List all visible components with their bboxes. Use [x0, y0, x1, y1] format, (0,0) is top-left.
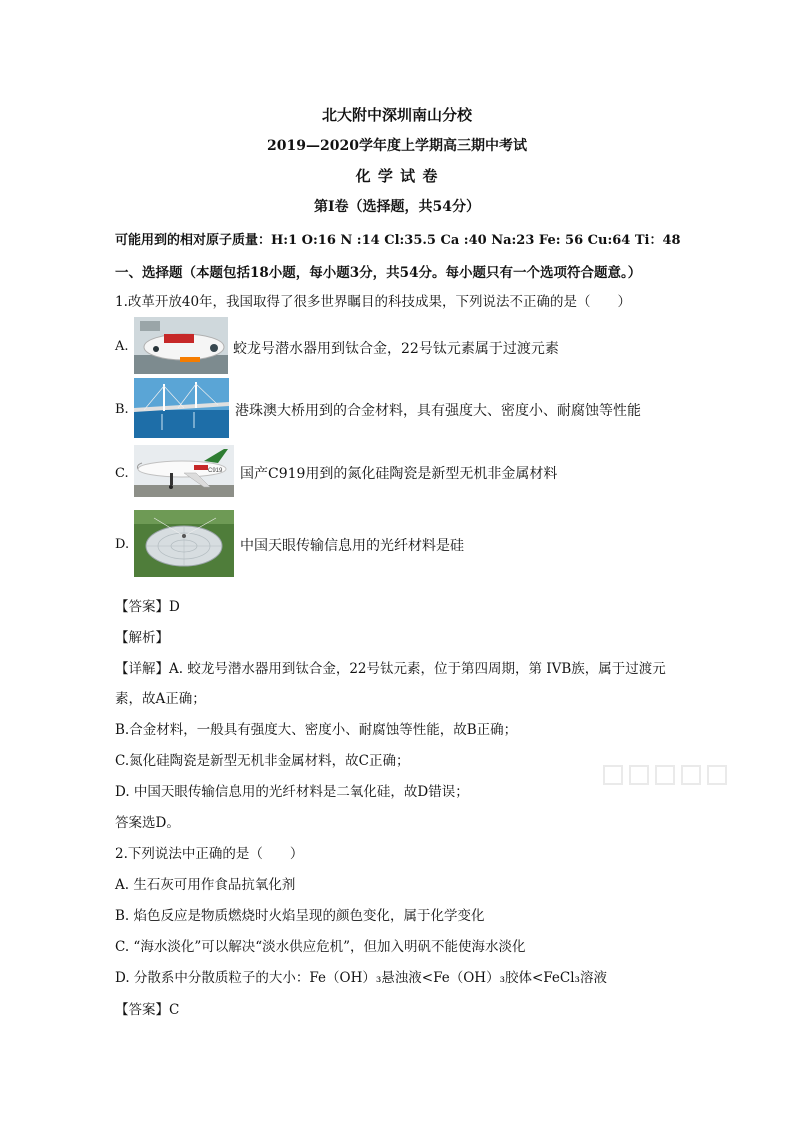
option-d-letter: D. [115, 537, 130, 552]
q2-option-b: B. 焰色反应是物质燃烧时火焰呈现的颜色变化，属于化学变化 [115, 908, 485, 924]
atomic-masses: 可能用到的相对原子质量：H:1 O:16 N :14 Cl:35.5 Ca :40 Na:23 Fe: 56 Cu:64 Ti：48 [115, 233, 681, 248]
q1-answer: 【答案】D [115, 599, 180, 615]
section-heading: 一、选择题（本题包括18小题，每小题3分，共54分。每小题只有一个选项符合题意。） [115, 265, 642, 281]
q1-conclusion: 答案选D。 [115, 815, 180, 831]
question-2-stem: 2.下列说法中正确的是（ ） [115, 846, 304, 862]
option-c-text: 国产C919用到的氮化硅陶瓷是新型无机非金属材料 [240, 466, 558, 482]
bridge-image [134, 378, 229, 438]
q2-option-d: D. 分散系中分散质粒子的大小：Fe（OH）₃悬浊液<Fe（OH）₃胶体<FeCl₃溶液 [115, 970, 607, 986]
q2-option-a: A. 生石灰可用作食品抗氧化剂 [115, 877, 296, 893]
option-a-text: 蛟龙号潜水器用到钛合金，22号钛元素属于过渡元素 [233, 341, 559, 357]
option-a-letter: A. [115, 339, 129, 354]
q1-detail-line-3: C.氮化硅陶瓷是新型无机非金属材料，故C正确； [115, 753, 410, 769]
submersible-image [134, 317, 228, 374]
school-name: 北大附中深圳南山分校 [321, 106, 472, 124]
q1-detail-line-4: D. 中国天眼传输信息用的光纤材料是二氧化硅，故D错误； [115, 784, 469, 800]
q2-answer: 【答案】C [115, 1002, 180, 1018]
c919-airplane-image [134, 445, 234, 497]
q1-detail-line-1: 【详解】A. 蛟龙号潜水器用到钛合金，22号钛元素，位于第四周期，第 IVB族，属于过渡元 [115, 661, 666, 677]
option-c-letter: C. [115, 466, 129, 481]
volume-title: 第Ⅰ卷（选择题，共54分） [313, 199, 481, 215]
question-1-stem: 1.改革开放40年，我国取得了很多世界瞩目的科技成果，下列说法不正确的是（ ） [115, 294, 632, 310]
fast-telescope-image [134, 510, 234, 577]
q2-option-c: C. “海水淡化”可以解决“淡水供应危机”，但加入明矾不能使海水淡化 [115, 939, 526, 955]
q1-detail-line-2: B.合金材料，一般具有强度大、密度小、耐腐蚀等性能，故B正确； [115, 722, 518, 738]
subject-title: 化 学 试 卷 [355, 167, 439, 185]
svg-text:C919: C919 [208, 468, 223, 474]
exam-title: 2019—2020学年度上学期高三期中考试 [267, 138, 527, 154]
q1-detail-line-1b: 素，故A正确； [115, 691, 206, 707]
q1-analysis-label: 【解析】 [115, 630, 169, 646]
watermark-logo [602, 760, 752, 790]
option-b-letter: B. [115, 402, 129, 417]
option-d-text: 中国天眼传输信息用的光纤材料是硅 [240, 538, 464, 554]
option-b-text: 港珠澳大桥用到的合金材料，具有强度大、密度小、耐腐蚀等性能 [235, 403, 641, 419]
